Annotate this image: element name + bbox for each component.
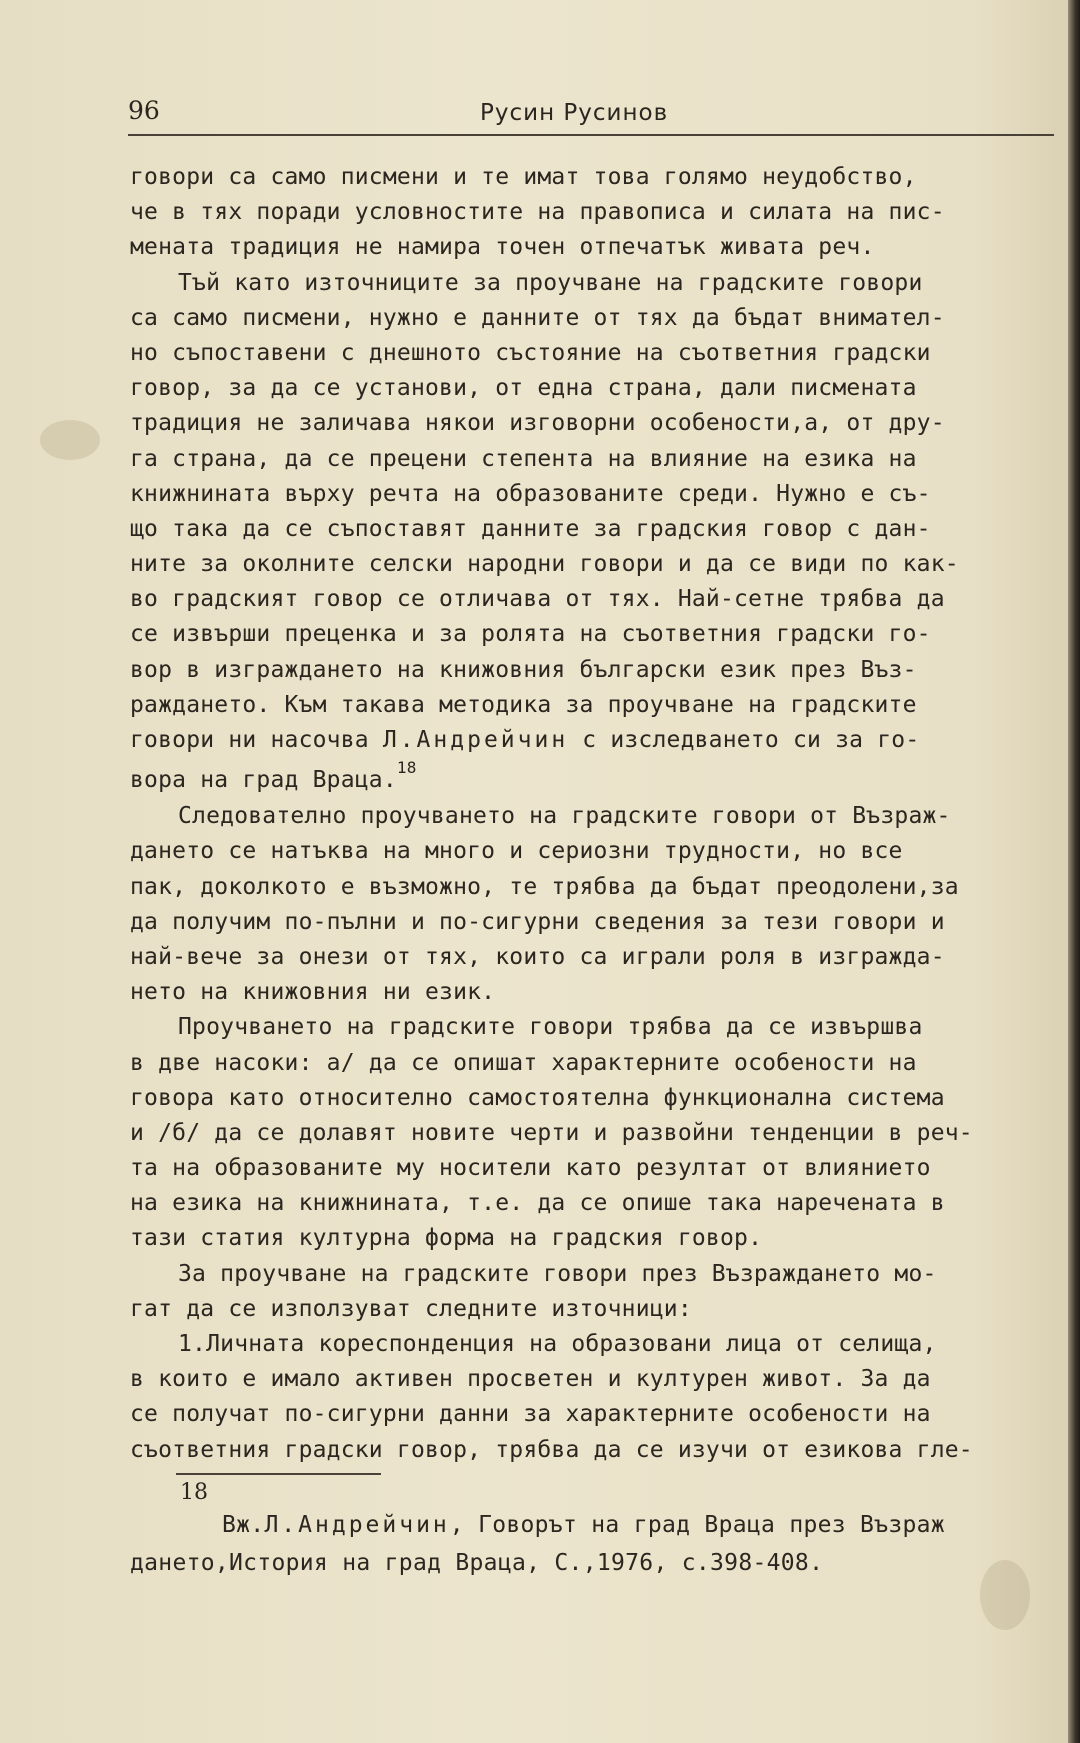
text-line: вор в изграждането на книжовния български език през Въз- (130, 656, 917, 683)
footnote-reference: 18 (396, 758, 417, 778)
text-line: в които е имало активен просветен и културен живот. За да (130, 1366, 931, 1393)
text-line: съответния градски говор, трябва да се изучи от езикова гле- (130, 1436, 973, 1463)
text-line: че в тях поради условностите на правописа и силата на пис- (130, 199, 945, 226)
text-line: 1.Личната кореспонденция на образовани лица от селища, (178, 1331, 937, 1357)
text-line: книжнината върху речта на образованите среди. Нужно е съ- (130, 480, 931, 507)
text-line: мената традиция не намира точен отпечатък живата реч. (130, 234, 875, 261)
footnote-line (130, 1506, 1080, 1544)
text-line: но съпоставени с днешното състояние на съответния градски (130, 339, 931, 366)
text-line: да получим по-пълни и по-сигурни сведения за тези говори и (130, 908, 945, 935)
text-line: раждането. Към такава методика за проучване на градските (130, 691, 917, 718)
text-line: дането се натъква на много и сериозни трудности, но все (130, 838, 903, 865)
text-line: во градският говор се отличава от тях. Най-сетне трябва да (130, 586, 945, 613)
text-line: на езика на книжнината, т.е. да се опише така наречената в (130, 1190, 945, 1217)
footnote-author: Л.Андрейчин (264, 1512, 450, 1538)
text-line: За проучване на градските говори през Възраждането мо- (178, 1260, 937, 1287)
text-line: гат да се използуват следните източници: (130, 1295, 692, 1322)
text-line: и /б/ да се долавят новите черти и развойни тенденции в реч- (130, 1119, 973, 1146)
text-line: са само писмени, нужно е данните от тях да бъдат внимател- (130, 304, 945, 331)
footnote-prefix: Вж. (222, 1512, 265, 1538)
text-line: говора като относително самостоятелна функционална система (130, 1084, 945, 1111)
text-line: Следователно проучването на градските говори от Възраж- (178, 803, 951, 830)
text-segment: с изследването си за го- (568, 727, 920, 753)
cited-author: Л.Андрейчин (382, 727, 569, 753)
footnote-line: дането,История на град Враца, С.,1976, с.398-408. (130, 1550, 824, 1576)
text-line: говор, за да се установи, от една страна, дали писмената (130, 375, 917, 402)
footnote (130, 1506, 1080, 1582)
text-line: що така да се съпоставят данните за градския говор с дан- (130, 515, 931, 542)
text-line: говори са само писмени и те имат това голямо неудобство, (130, 164, 917, 190)
text-line: тази статия културна форма на градския говор. (130, 1225, 763, 1252)
page-number: 96 (128, 96, 160, 125)
text-line: га страна, да се прецени степента на влияние на езика на (130, 445, 917, 472)
page-edge-shadow (1068, 0, 1080, 1743)
paper-stain (40, 420, 100, 460)
text-line: най-вече за онези от тях, които са играли роля в изгражда- (130, 943, 945, 970)
text-line: нето на книжовния ни език. (130, 979, 496, 1006)
text-line: се извърши преценка и за ролята на съответния градски го- (130, 621, 931, 648)
text-line: се получат по-сигурни данни за характерните особености на (130, 1401, 931, 1428)
body-text (130, 160, 1060, 1468)
text-line: традиция не заличава някои изговорни особености,а, от дру- (130, 410, 945, 437)
footnote-number: 18 (180, 1480, 208, 1505)
text-line: ните за околните селски народни говори и да се види по как- (130, 551, 959, 578)
text-line: пак, доколкото е възможно, те трябва да бъдат преодолени,за (130, 873, 959, 900)
footnote-divider (176, 1473, 381, 1475)
text-line: в две насоки: а/ да се опишат характерните особености на (130, 1049, 917, 1076)
footnote-text: , Говорът на град Враца през Възраж (449, 1512, 945, 1538)
text-line: та на образованите му носители като резултат от влиянието (130, 1155, 931, 1182)
text-line (130, 758, 1060, 799)
running-title: Русин Русинов (480, 100, 669, 126)
text-line (130, 723, 1060, 758)
text-line: Тъй като източниците за проучване на градските говори (178, 269, 923, 296)
text-segment: говори ни насочва (130, 727, 383, 753)
page-header (128, 96, 1054, 136)
text-segment: вора на град Враца. (130, 767, 397, 794)
text-line: Проучването на градските говори трябва да се извършва (178, 1014, 923, 1041)
